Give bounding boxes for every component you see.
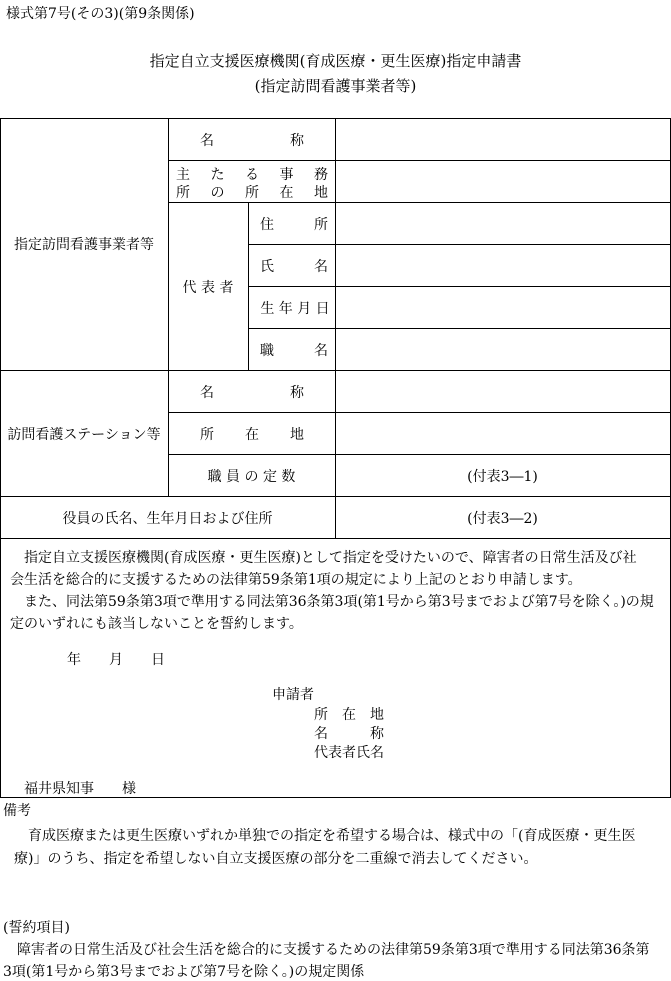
- operator-section-label: 指定訪問看護事業者等: [14, 237, 154, 253]
- station-name-label: 名 称: [200, 385, 304, 401]
- declaration-line-2: 会生活を総合的に支援するための法律第59条第1項の規定により上記のとおり申請します。: [10, 572, 582, 588]
- application-table: [0, 118, 671, 798]
- station-location-label: 所 在 地: [200, 427, 304, 443]
- office-label-line2: 所 の 所 在 地: [176, 185, 328, 201]
- form-title: 指定自立支援医療機関(育成医療・更生医療)指定申請書: [149, 52, 522, 70]
- form-subtitle: (指定訪問看護事業者等): [254, 77, 417, 95]
- representative-label: 代 表 者: [182, 280, 234, 296]
- rep-birthdate-label: 生 年 月 日: [260, 301, 330, 317]
- declaration-line-4: 定のいずれにも該当しないことを誓約します。: [10, 616, 303, 632]
- rep-address-label: 住 所: [260, 217, 328, 233]
- operator-name-label: 名 称: [200, 133, 304, 149]
- remarks-line-1: 育成医療または更生医療いずれか単独での指定を希望する場合は、様式中の「(育成医療・更生医: [14, 828, 636, 844]
- addressee: 福井県知事 様: [24, 781, 136, 797]
- rep-position-label: 職 名: [260, 343, 328, 359]
- pledge-line-2: 3項(第1号から第3号までおよび第7号を除く。)の規定関係: [3, 964, 365, 980]
- applicant-label: 申請者: [272, 687, 314, 703]
- application-date[interactable]: 年 月 日: [67, 652, 165, 668]
- declaration-line-1: 指定自立支援医療機関(育成医療・更生医療)として指定を受けたいので、障害者の日常生活及び社: [10, 550, 637, 566]
- rep-name-label: 氏 名: [260, 259, 328, 275]
- officers-label: 役員の氏名、生年月日および住所: [62, 511, 273, 527]
- station-section-label: 訪問看護ステーション等: [7, 427, 161, 443]
- pledge-line-1: 障害者の日常生活及び社会生活を総合的に支援するための法律第59条第3項で準用する同法第36条第: [3, 942, 650, 958]
- declaration-line-3: また、同法第59条第3項で準用する同法第36条第3項(第1号から第3号までおよび第7号を除く。)の規: [10, 594, 654, 610]
- remarks-line-2: 療)」のうち、指定を希望しない自立支援医療の部分を二重線で消去してください。: [14, 851, 538, 867]
- officers-value: (付表3―2): [467, 511, 538, 527]
- applicant-name-label: 名 称: [314, 726, 384, 742]
- remarks-heading: 備考: [3, 803, 31, 819]
- form-number: 様式第7号(その3)(第9条関係): [6, 6, 195, 22]
- applicant-address-label: 所 在 地: [314, 707, 384, 723]
- office-label-line1: 主 た る 事 務: [176, 167, 328, 183]
- pledge-heading: (誓約項目): [3, 920, 70, 936]
- staff-count-value: (付表3―1): [467, 469, 538, 485]
- staff-count-label: 職 員 の 定 数: [207, 469, 296, 485]
- applicant-rep-label: 代表者氏名: [314, 745, 384, 761]
